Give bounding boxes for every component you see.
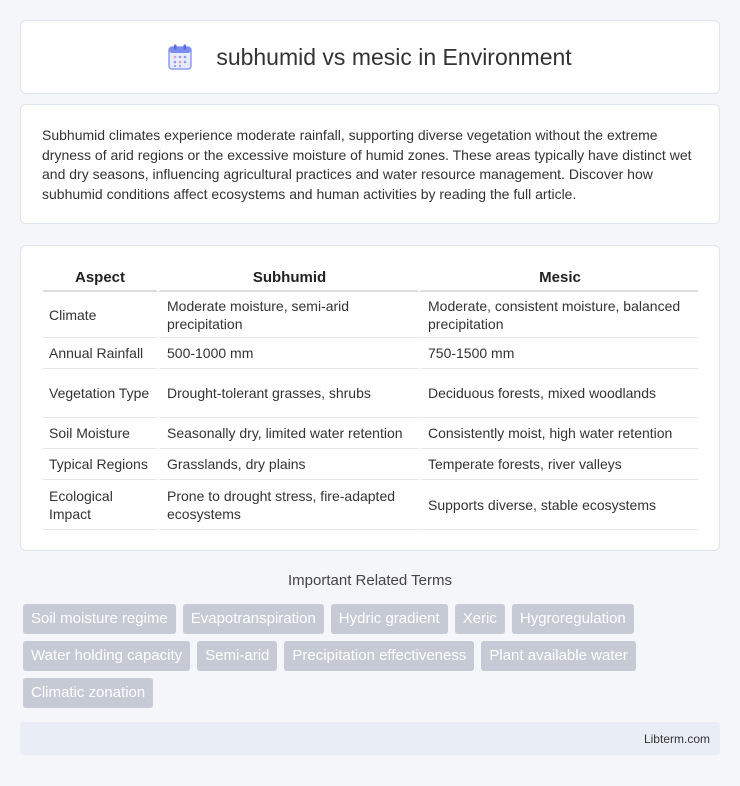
cell-subhumid: Prone to drought stress, fire-adapted ecosystems (157, 480, 418, 530)
header-subhumid: Subhumid (157, 266, 418, 292)
table-row (43, 338, 698, 369)
calendar-icon (168, 44, 192, 70)
header-mesic: Mesic (418, 266, 698, 292)
table-row (43, 480, 698, 530)
cell-mesic: Temperate forests, river valleys (418, 449, 698, 480)
cell-aspect: Vegetation Type (43, 369, 157, 418)
cell-mesic: Deciduous forests, mixed woodlands (418, 369, 698, 418)
cell-subhumid: 500-1000 mm (157, 338, 418, 369)
comparison-table (43, 266, 698, 530)
related-term-tag[interactable]: Hygroregulation (512, 604, 634, 634)
intro-section (20, 104, 720, 224)
cell-aspect: Typical Regions (43, 449, 157, 480)
cell-mesic: Consistently moist, high water retention (418, 418, 698, 449)
related-term-tag[interactable]: Climatic zonation (23, 678, 153, 708)
page-header (20, 20, 720, 94)
table-row (43, 418, 698, 449)
related-term-tag[interactable]: Xeric (455, 604, 505, 634)
related-terms-title: Important Related Terms (288, 572, 452, 589)
table-row (43, 449, 698, 480)
page-footer (20, 722, 720, 755)
footer-site-link[interactable]: Libterm.com (643, 732, 710, 746)
page-title: subhumid vs mesic in Environment (216, 43, 572, 70)
cell-mesic: Moderate, consistent moisture, balanced precipitation (418, 292, 698, 338)
related-term-tag[interactable]: Semi-arid (197, 641, 277, 671)
related-terms-list (23, 604, 723, 715)
related-term-tag[interactable]: Plant available water (481, 641, 635, 671)
cell-subhumid: Moderate moisture, semi-arid precipitation (157, 292, 418, 338)
cell-subhumid: Drought-tolerant grasses, shrubs (157, 369, 418, 418)
cell-subhumid: Grasslands, dry plains (157, 449, 418, 480)
related-term-tag[interactable]: Water holding capacity (23, 641, 190, 671)
cell-aspect: Soil Moisture (43, 418, 157, 449)
intro-text: Subhumid climates experience moderate rainfall, supporting diverse vegetation without the extreme dryness of arid regions or the excessive moisture of humid zones. These areas typically have distinct wet and dry seasons, influencing agricultural practices and water resource management. Discover how subhumid conditions affect ecosystems and human activities by reading the full article. (42, 127, 692, 202)
table-header-row (43, 266, 698, 292)
table-row (43, 292, 698, 338)
related-term-tag[interactable]: Precipitation effectiveness (284, 641, 474, 671)
cell-subhumid: Seasonally dry, limited water retention (157, 418, 418, 449)
cell-aspect: Annual Rainfall (43, 338, 157, 369)
header-aspect: Aspect (43, 266, 157, 292)
table-row (43, 369, 698, 418)
cell-aspect: Climate (43, 292, 157, 338)
cell-aspect: Ecological Impact (43, 480, 157, 530)
comparison-table-card (20, 245, 720, 551)
cell-mesic: Supports diverse, stable ecosystems (418, 480, 698, 530)
related-term-tag[interactable]: Soil moisture regime (23, 604, 176, 634)
cell-mesic: 750-1500 mm (418, 338, 698, 369)
related-term-tag[interactable]: Hydric gradient (331, 604, 448, 634)
related-term-tag[interactable]: Evapotranspiration (183, 604, 324, 634)
